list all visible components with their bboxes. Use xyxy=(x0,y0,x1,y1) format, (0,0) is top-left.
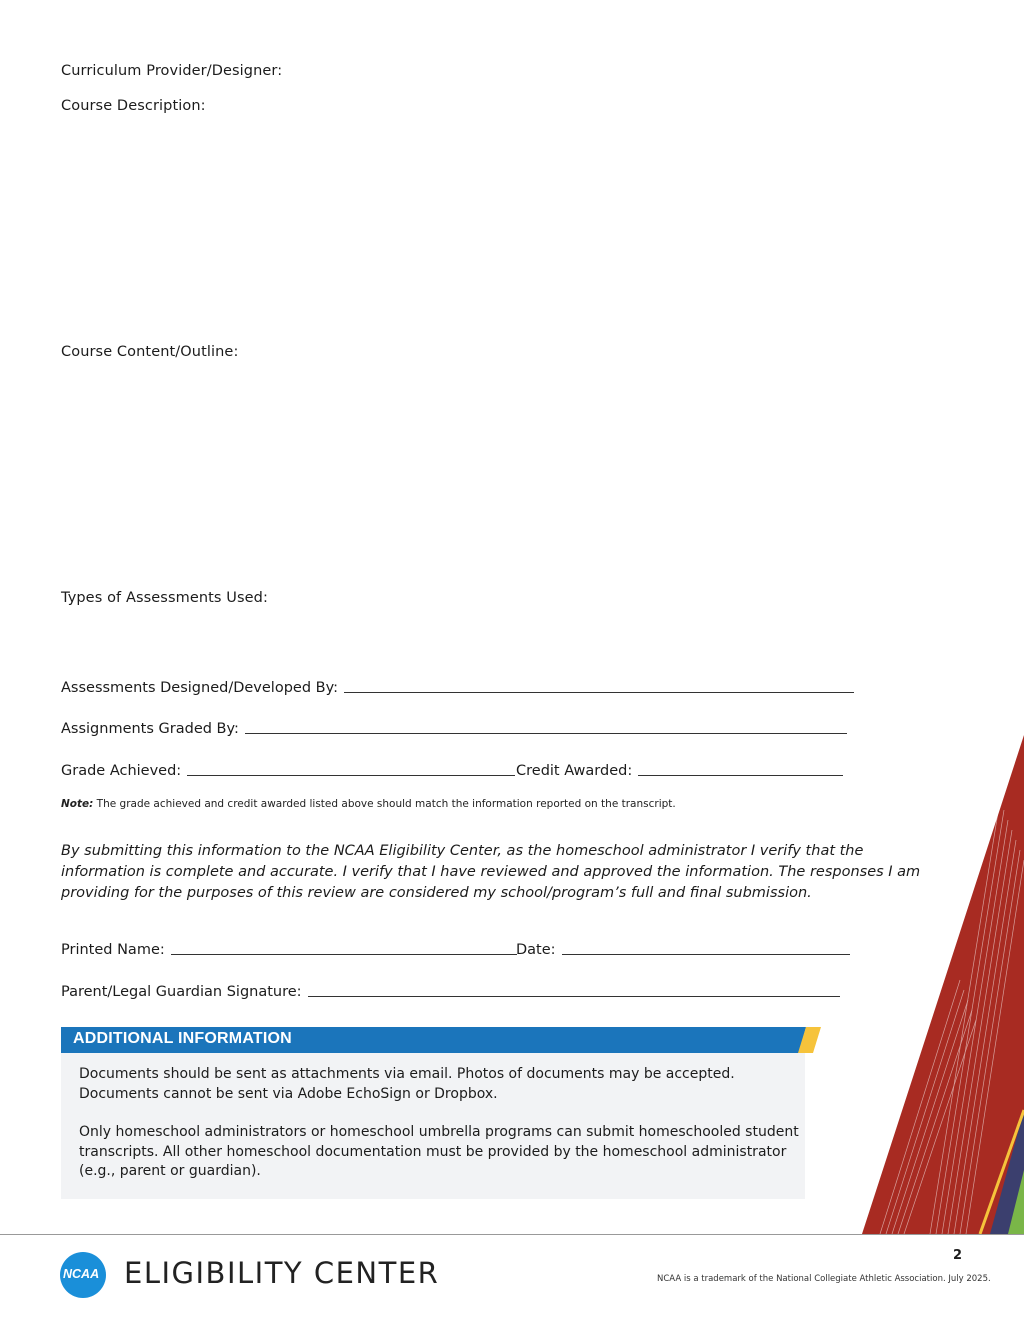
signature-row xyxy=(61,984,840,1000)
additional-info-line: (e.g., parent or guardian). xyxy=(79,1163,261,1179)
grade-achieved-label: Grade Achieved: xyxy=(61,763,182,779)
additional-info-paragraph-2 xyxy=(79,1123,809,1182)
additional-info-line: Documents cannot be sent via Adobe EchoSign or Dropbox. xyxy=(79,1085,498,1102)
signature-label: Parent/Legal Guardian Signature: xyxy=(61,984,302,1000)
additional-info-title: ADDITIONAL INFORMATION xyxy=(73,1030,292,1047)
assessments-designed-row xyxy=(61,680,854,696)
signature-field[interactable] xyxy=(308,995,840,997)
trademark-notice: NCAA is a trademark of the National Collegiate Athletic Association. July 2025. xyxy=(657,1274,991,1284)
credit-awarded-label: Credit Awarded: xyxy=(516,763,633,779)
assignments-graded-label: Assignments Graded By: xyxy=(61,721,239,737)
additional-info-line: Documents should be sent as attachments via email. Photos of documents may be accepted. xyxy=(79,1066,735,1082)
assignments-graded-field[interactable] xyxy=(245,732,847,734)
credit-awarded-row xyxy=(516,763,843,779)
note-text: The grade achieved and credit awarded listed above should match the information reported on the transcript. xyxy=(93,798,676,810)
page-number: 2 xyxy=(953,1248,963,1263)
additional-info-paragraph-1 xyxy=(79,1065,809,1104)
eligibility-center-brand: ELIGIBILITY CENTER xyxy=(124,1256,440,1290)
credit-awarded-field[interactable] xyxy=(638,774,843,776)
additional-info-line: transcripts. All other homeschool documentation must be provided by the homeschool administrator xyxy=(79,1143,787,1160)
printed-name-label: Printed Name: xyxy=(61,942,165,958)
curriculum-provider-label: Curriculum Provider/Designer: xyxy=(61,63,283,79)
assessments-designed-field[interactable] xyxy=(344,691,854,693)
printed-name-row xyxy=(61,942,517,958)
ncaa-logo-text: NCAA xyxy=(63,1267,100,1281)
assessment-types-label: Types of Assessments Used: xyxy=(61,590,268,606)
course-content-label: Course Content/Outline: xyxy=(61,344,239,360)
grade-achieved-field[interactable] xyxy=(187,774,515,776)
note-label: Note: xyxy=(61,798,94,810)
date-row xyxy=(516,942,850,958)
footer-divider xyxy=(0,1234,1024,1235)
date-field[interactable] xyxy=(562,953,850,955)
assessments-designed-label: Assessments Designed/Developed By: xyxy=(61,680,339,696)
verification-statement: By submitting this information to the NCAA Eligibility Center, as the homeschool administrator I verify that the information is complete and accurate. I verify that I have reviewed and approved the information. The responses I am providing for the purposes of this review are considered my school/program’s full and final submission. xyxy=(61,843,921,901)
date-label: Date: xyxy=(516,942,556,958)
course-description-label: Course Description: xyxy=(61,98,206,114)
grade-achieved-row xyxy=(61,763,515,779)
printed-name-field[interactable] xyxy=(171,953,517,955)
additional-info-line: Only homeschool administrators or homeschool umbrella programs can submit homeschooled student xyxy=(79,1124,799,1140)
grade-note xyxy=(61,798,676,810)
assignments-graded-row xyxy=(61,721,847,737)
